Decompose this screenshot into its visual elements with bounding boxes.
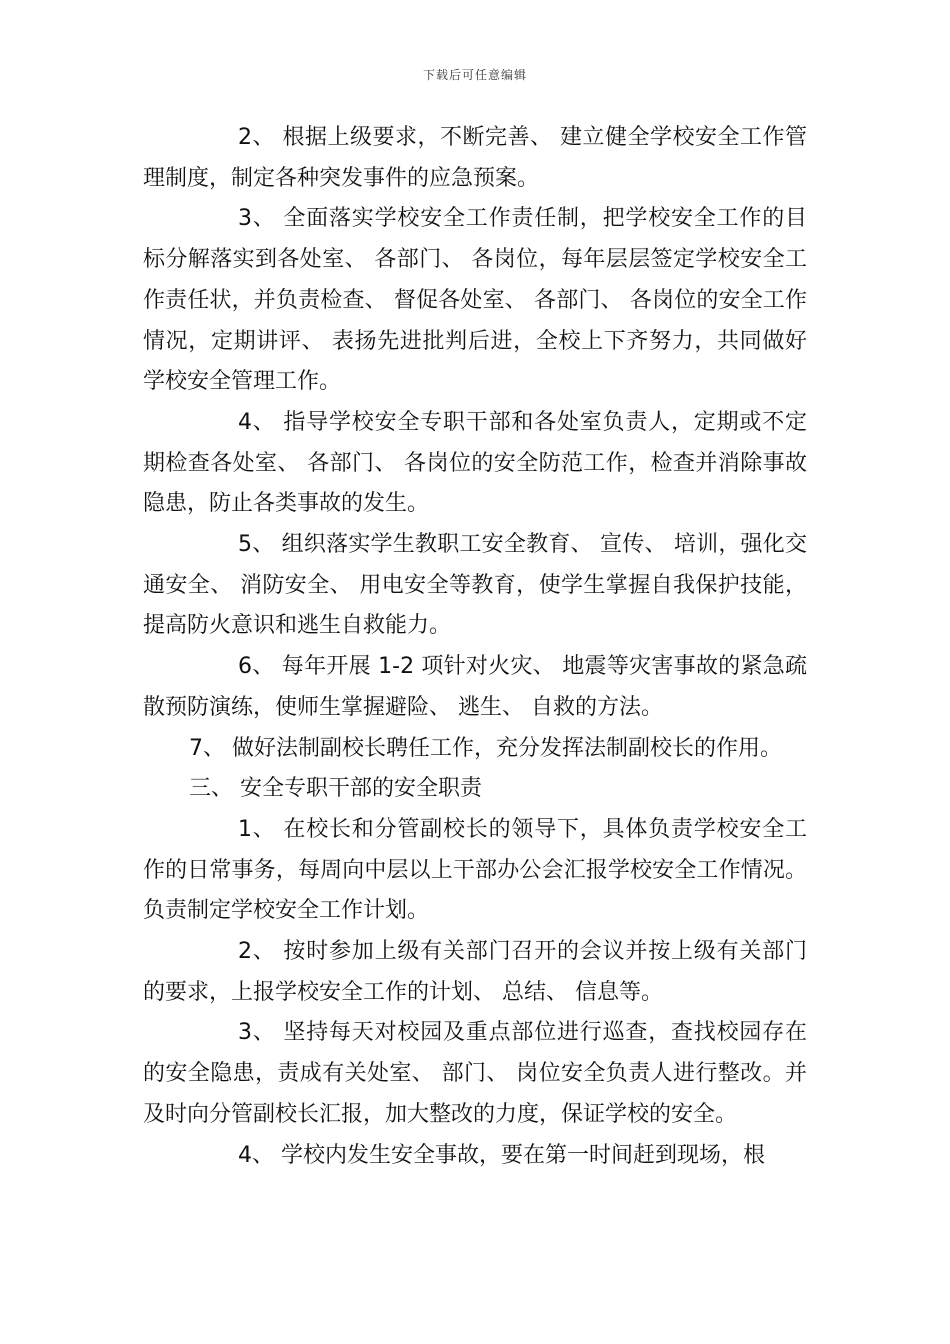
paragraph-item-7: 7、 做好法制副校长聘任工作，充分发挥法制副校长的作用。: [189, 735, 782, 761]
paragraph-item-4: 4、 指导学校安全专职干部和各处室负责人，定期或不定期检查各处室、 各部门、 各岗位的安全防范工作，检查并消除事故隐患，防止各类事故的发生。: [143, 409, 807, 517]
paragraph-item-3: 3、 全面落实学校安全工作责任制，把学校安全工作的目标分解落实到各处室、 各部门、 各岗位，每年层层签定学校安全工作责任状，并负责检查、 督促各处室、 各部门、 各岗位的安全工作情况，定期讲评、 表扬先进批判后进，全校上下齐努力，共同做好学校安全管理工作。: [143, 206, 807, 395]
duty-item-2: 2、 按时参加上级有关部门召开的会议并按上级有关部门的要求，上报学校安全工作的计划、 总结、 信息等。: [143, 939, 807, 1005]
paragraph-item-5: 5、 组织落实学生教职工安全教育、 宣传、 培训，强化交通安全、 消防安全、 用电安全等教育，使学生掌握自我保护技能，提高防火意识和逃生自救能力。: [143, 532, 807, 639]
section-heading-3: 三、 安全专职干部的安全职责: [189, 776, 482, 802]
duty-item-4: 4、 学校内发生安全事故，要在第一时间赶到现场，根: [238, 1142, 765, 1168]
page-header-note: 下载后可任意编辑: [422, 68, 527, 82]
duty-item-3: 3、 坚持每天对校园及重点部位进行巡查，查找校园存在的安全隐患，责成有关处室、 部门、 岗位安全负责人进行整改。并及时向分管副校长汇报，加大整改的力度，保证学校的安全。: [143, 1020, 807, 1127]
paragraph-item-6: 6、 每年开展 1-2 项针对火灾、 地震等灾害事故的紧急疏散预防演练，使师生掌握避险、 逃生、 自救的方法。: [143, 654, 807, 720]
paragraph-item-2: 2、 根据上级要求，不断完善、 建立健全学校安全工作管理制度，制定各种突发事件的应急预案。: [143, 125, 807, 191]
duty-item-1: 1、 在校长和分管副校长的领导下，具体负责学校安全工作的日常事务，每周向中层以上干部办公会汇报学校安全工作情况。负责制定学校安全工作计划。: [143, 816, 807, 924]
document-body: [143, 118, 807, 1176]
